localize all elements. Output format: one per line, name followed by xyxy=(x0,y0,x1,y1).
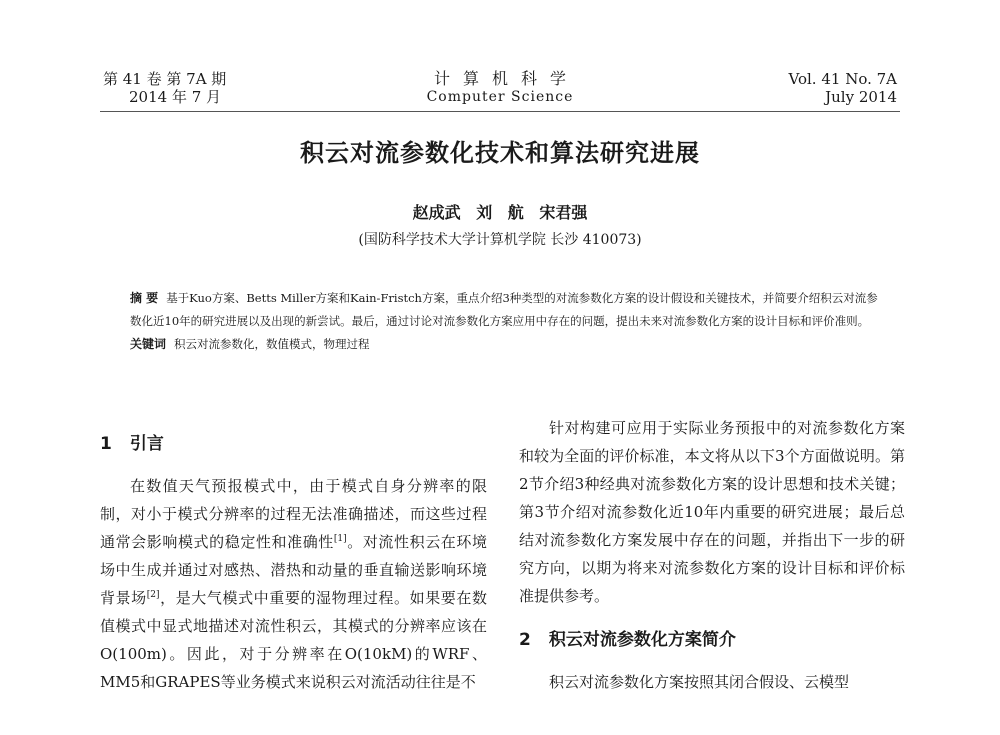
section-2-title: 积云对流参数化方案简介 xyxy=(548,630,736,650)
left-column xyxy=(100,430,487,696)
intro-text-a: 在数值天气预报模式中，由于模式自身分辨率的限制，对小于模式分辨率的过程无法准确描述，而这些过程通常会影响模式的稳定性和准确性 xyxy=(100,477,487,551)
section-1-number: 1 xyxy=(100,434,112,454)
journal-name-english: Computer Science xyxy=(426,89,574,105)
section-1-heading xyxy=(100,430,487,458)
keywords-label: 关键词 xyxy=(130,337,167,351)
keywords-line xyxy=(130,333,880,356)
paper-affiliation: (国防科学技术大学计算机学院 长沙 410073) xyxy=(358,232,642,248)
journal-volume-info-en xyxy=(789,70,897,106)
volume-issue: 第 41 卷 第 7A 期 xyxy=(103,70,227,88)
volume-issue-en: Vol. 41 No. 7A xyxy=(788,70,897,88)
section-2-paragraph: 积云对流参数化方案按照其闭合假设、云模型 xyxy=(549,673,850,691)
section-1-title: 引言 xyxy=(129,434,164,454)
right-column xyxy=(519,414,905,696)
outline-paragraph: 针对构建可应用于实际业务预报中的对流参数化方案和较为全面的评价标准，本文将从以下3个方面做说明。第2节介绍3种经典对流参数化方案的设计思想和技术关键；第3节介绍对流参数化近10年内重要的研究进展；最后总结对流参数化方案发展中存在的问题，并指出下一步的研究方向，以期为将来对流参数化方案的设计目标和评价标准提供参考。 xyxy=(519,419,905,605)
intro-text-c: ，是大气模式中重要的湿物理过程。如果要在数值模式中显式地描述对流性积云，其模式的分辨率应该在O(100m)。因此，对于分辨率在O(10kM)的WRF、MM5和GRAPES等业务模式来说积云对流活动往往是不 xyxy=(100,589,487,691)
header-rule xyxy=(100,111,900,112)
section-2-number: 2 xyxy=(519,630,531,650)
journal-name-chinese: 计算机科学 xyxy=(433,69,579,88)
section-2-heading xyxy=(519,626,905,654)
paper-title: 积云对流参数化技术和算法研究进展 xyxy=(300,139,700,167)
section-1-paragraph xyxy=(100,472,487,696)
paper-authors: 赵成武 刘 航 宋君强 xyxy=(412,203,588,222)
intro-text-b: 。对流性积云在环境场中生成并通过对感热、潜热和动量的垂直输送影响环境背景场 xyxy=(100,533,487,607)
keywords-text: 积云对流参数化，数值模式，物理过程 xyxy=(174,337,370,351)
abstract-paragraph xyxy=(130,287,880,333)
citation-1[interactable]: [1] xyxy=(333,534,347,544)
publication-date: 2014 年 7 月 xyxy=(129,88,222,106)
publication-date-en: July 2014 xyxy=(825,88,897,106)
abstract-text: 基于Kuo方案、Betts Miller方案和Kain-Fristch方案，重点介绍3种类型的对流参数化方案的设计假设和关键技术，并简要介绍积云对流参数化近10年的研究进展以及出现的新尝试。最后，通过讨论对流参数化方案应用中存在的问题，提出未来对流参数化方案的设计目标和评价准则。 xyxy=(130,291,878,328)
citation-2[interactable]: [2] xyxy=(146,590,160,600)
abstract-block xyxy=(130,287,880,356)
abstract-label: 摘 要 xyxy=(130,291,159,305)
